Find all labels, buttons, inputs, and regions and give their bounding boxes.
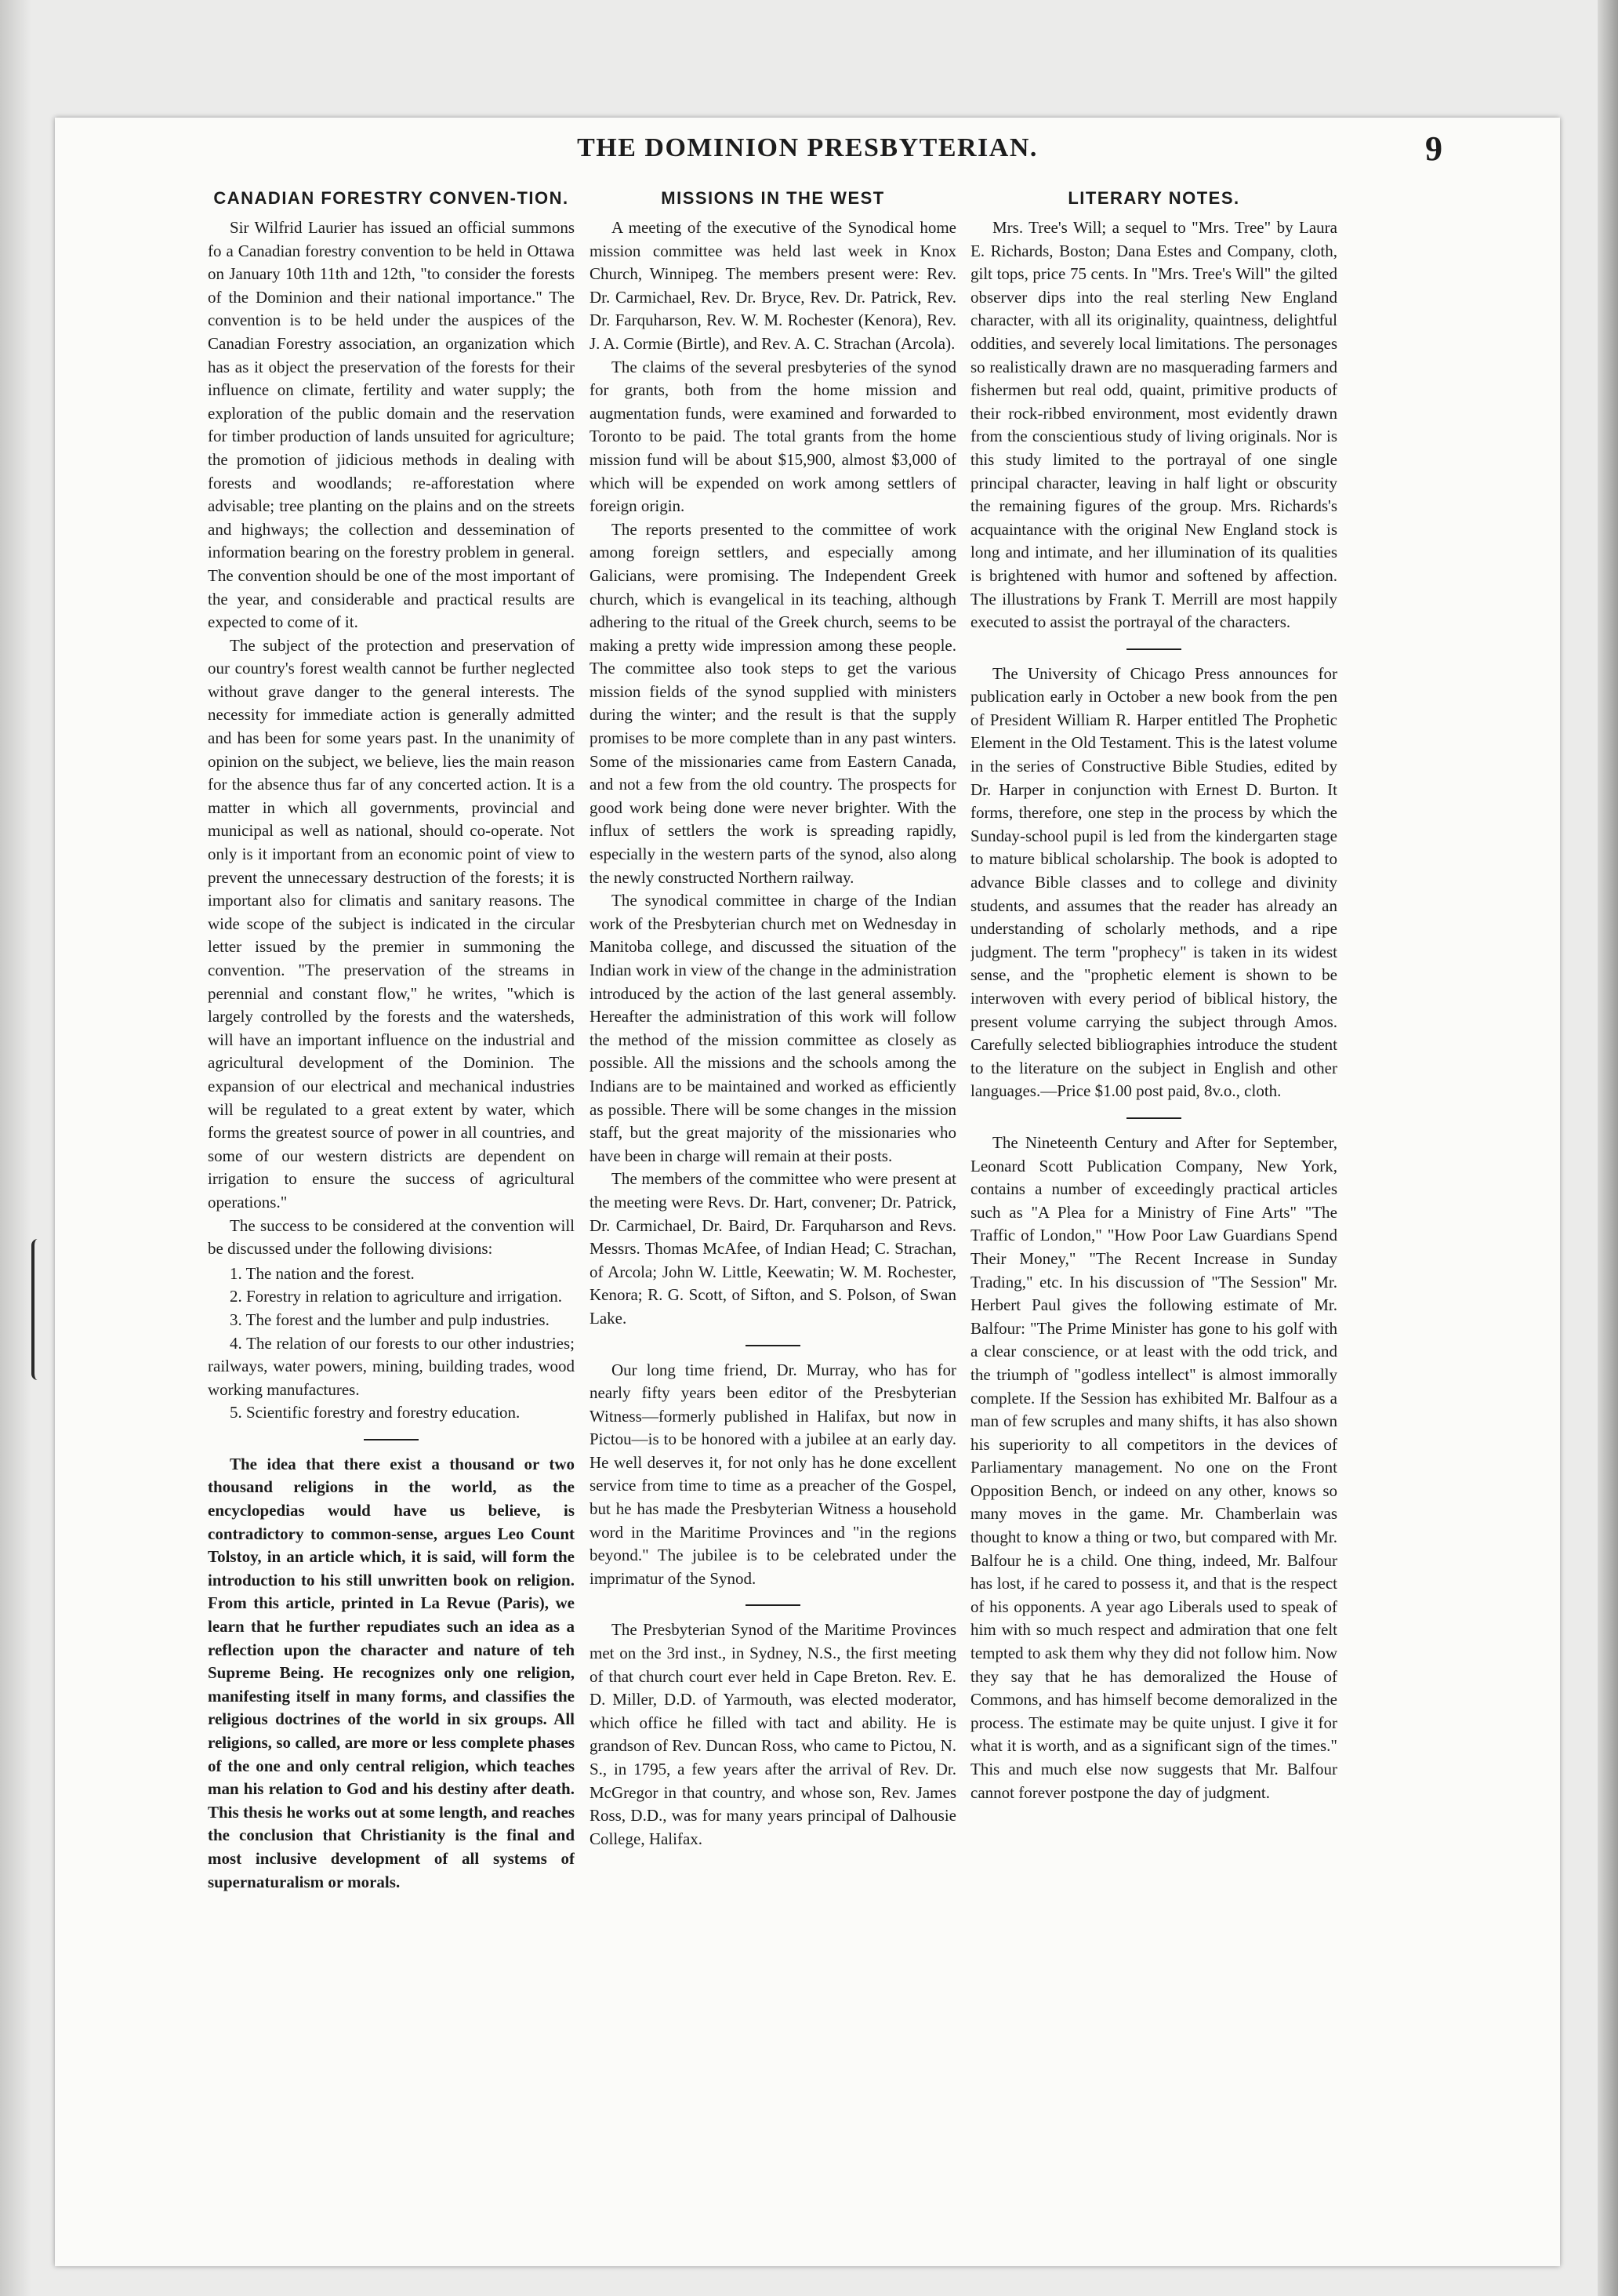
column-rule [364, 1439, 419, 1440]
missions-paragraph: The claims of the several presbyteries of the synod for grants, both from the home mission and augmentation funds, were examined and forwarded to Toronto to be paid. The total grants from the home mission fund will be about $15,900, almost $3,000 of which will be expended on work among settlers of foreign origin. [590, 357, 956, 516]
tolstoy-paragraph: The idea that there exist a thousand or two thousand religions in the world, as the encyclopedias would have us believe, is contradictory to common-sense, argues Leo Count Tolstoy, in an article which, it is said, will form the introduction to his still unwritten book on religion. From this article, printed in La Revue (Paris), we learn that he further repudiates such an idea as a reflection upon the character and nature of teh Supreme Being. He recognizes only one religion, manifesting itself in many forms, and classifies the religious doctrines of the world in six groups. All religions, so called, are more or less complete phases of the one and only central religion, which teaches man his relation to God and his destiny after death. This thesis he works out at some length, and reaches the conclusion that Christianity is the final and most inclusive development of all systems of supernaturalism or morals. [208, 1454, 575, 1891]
synod-paragraph: The Presbyterian Synod of the Maritime Provinces met on the 3rd inst., in Sydney, N.S., the first meeting of that church court ever held in Cape Breton. Rev. E. D. Miller, D.D. of Yarmouth, was elected moderator, which office he filled with tact and ability. He is grandson of Rev. Duncan Ross, who came to Pictou, N. S., in 1795, a few years after the arrival of Rev. Dr. McGregor in that country, and whose son, Rev. James Ross, D.D., was for many years principal of Dalhousie College, Halifax. [590, 1620, 956, 1848]
binding-mark [31, 1239, 45, 1380]
literary-paragraph: The University of Chicago Press announces for publication early in October a new book from the pen of President William R. Harper entitled The Prophetic Element in the Old Testament. This is the latest volume in the series of Constructive Bible Studies, edited by Dr. Harper in conjunction with Ernest D. Burton. It forms, therefore, one step in the process by which the Sunday-school pupil is led from the kindergarten stage to mature biblical scholarship. The book is adopted to advance Bible classes and to college and divinity students, and assumes that the reader has already an understanding of scholarly methods, and a ripe judgment. The term "prophecy" is taken in its widest sense, and the "prophetic element is shown to be interwoven with every period of biblical history, the present volume carrying the subject through Amos. Carefully selected bibliographies introduce the student to the literature on the subject in English and other languages.—Price $1.00 post paid, 8v.o., cloth. [970, 663, 1337, 1101]
heading-literary-notes: LITERARY NOTES. [1068, 188, 1240, 208]
forestry-paragraph: The success to be considered at the convention will be discussed under the following divisions: [208, 1215, 575, 1259]
divisions-list [208, 1262, 575, 1425]
column-rule [746, 1345, 800, 1346]
missions-paragraph: A meeting of the executive of the Synodical home mission committee was held last week in Knox Church, Winnipeg. The members present were: Rev. Dr. Carmichael, Rev. Dr. Bryce, Rev. Dr. Patrick, Rev. Dr. Farquharson, Rev. W. M. Rochester (Kenora), Rev. J. A. Cormie (Birtle), and Rev. A. C. Strachan (Arcola). [590, 218, 956, 353]
division-item: 2. Forestry in relation to agriculture and irrigation. [230, 1287, 562, 1306]
column-rule [746, 1604, 800, 1606]
forestry-paragraph: Sir Wilfrid Laurier has issued an official summons fo a Canadian forestry convention to be held in Ottawa on January 10th 11th and 12th, "to consider the forests of the Dominion and their national importance." The convention is to be held under the auspices of the Canadian Forestry association, an organization which has as it object the preservation of the forests for their influence on climate, fertility and water supply; the exploration of the public domain and the reservation for timber production of lands unsuited for agriculture; the promotion of jidicious methods in dealing with forests and woodlands; re-afforestation where advisable; tree planting on the plains and on the streets and highways; the collection and dessemination of information bearing on the forestry problem in general. The convention should be one of the most important of the year, and considerable and practical results are expected to come of it. [208, 218, 575, 632]
page-number: 9 [1425, 129, 1442, 168]
division-item: 3. The forest and the lumber and pulp industries. [230, 1310, 550, 1329]
literary-paragraph: Mrs. Tree's Will; a sequel to "Mrs. Tree" by Laura E. Richards, Boston; Dana Estes and Company, cloth, gilt tops, price 75 cents. In "Mrs. Tree's Will" the gilted observer dips into the real sterling New England character, with all its originality, quaintness, delightful oddities, and severely local limitations. The personages so realistically drawn are no masquerading farmers and fishermen but real odd, quaint, primitive products of their rock-ribbed environment, most evidently drawn from the conscientious study of living originals. Nor is this study limited to the portrayal of one single principal character, leaving in half light or obscurity the remaining figures of the group. Mrs. Richards's acquaintance with the original New England stock is long and intimate, and her illumination of its qualities is brightened with humor and softened by affection. The illustrations by Frank T. Merrill are most happily executed to assist the portrayal of the characters. [970, 218, 1337, 632]
division-item: 1. The nation and the forest. [230, 1263, 415, 1283]
column-rule [1126, 648, 1181, 650]
scan-edge-right [1598, 0, 1618, 2296]
page-header [55, 129, 1560, 180]
literary-paragraph: The Nineteenth Century and After for September, Leonard Scott Publication Company, New York, contains a number of exceedingly practical articles such as "A Plea for a Ministry of Fine Arts" "The Traffic of London," "How Poor Law Guardians Spend Their Money," "The Recent Increase in Sunday Trading," etc. In his discussion of "The Session" Mr. Herbert Paul gives the following estimate of Mr. Balfour: "The Prime Minister has gone to his golf with a clear conscience, or at least with the odd trick, and the triumph of "godless intellect" is almost immorally complete. If the Session has exhibited Mr. Balfour as a man of few scruples and many shifts, it has also shown his superiority to all competitors in the devices of Parliamentary management. No one on the Front Opposition Bench, or indeed on any other, knows so many moves in the game. Mr. Chamberlain was thought to know a thing or two, but compared with Mr. Balfour he is a child. One thing, indeed, Mr. Balfour has lost, if he cared to possess it, and that is the respect of his opponents. A year ago Liberals used to speak of him with so much respect and admiration that one felt tempted to ask them why they did not follow him. Now they say that he has demoralized the House of Commons, and has himself become demoralized in the process. The estimate may be quite unjust. I give it for what it is worth, and as a significant sign of the times." This and much else now suggests that Mr. Balfour cannot forever postpone the day of judgment. [970, 1132, 1337, 1802]
forestry-paragraph: The subject of the protection and preservation of our country's forest wealth cannot be further neglected without grave danger to the general interests. The necessity for immediate action is generally admitted and has been for some years past. In the unanimity of opinion on the subject, we believe, lies the main reason for the absence thus far of any concerted action. It is a matter in which all governments, provincial and municipal as well as national, should co-operate. Not only is it important from an economic point of view to prevent the unnecessary destruction of the forests; it is important also for climatis and sanitary reasons. The wide scope of the subject is indicated in the circular letter issued by the premier in summoning the convention. "The preservation of the streams in perennial and constant flow," he writes, "which is largely controlled by the forests and the watersheds, will have an important influence on the industrial and agricultural development of the Dominion. The expansion of our electrical and mechanical industries will be regulated to a great extent by water, which forms the greatest source of power in all countries, and some of our western districts are dependent on irrigation to ensure the success of agricultural operations." [208, 635, 575, 1212]
murray-paragraph: Our long time friend, Dr. Murray, who has for nearly fifty years been editor of the Presbyterian Witness—formerly published in Halifax, but now in Pictou—is to be honored with a jubilee at an early day. He well deserves it, for not only has he done excellent service from time to time as a preacher of the Gospel, but he has made the Presbyterian Witness a household word in the Maritime Provinces and "in the regions beyond." The jubilee is to be celebrated under the imprimatur of the Synod. [590, 1360, 956, 1588]
running-head: THE DOMINION PRESBYTERIAN. [577, 133, 1038, 162]
column-rule [1126, 1117, 1181, 1119]
division-item: 4. The relation of our forests to our other industries; railways, water powers, mining, building trades, wood working manufactures. [208, 1333, 575, 1399]
heading-missions: MISSIONS IN THE WEST [661, 188, 885, 208]
newspaper-page [55, 118, 1560, 2266]
scan-edge-left [0, 0, 31, 2296]
missions-paragraph: The members of the committee who were present at the meeting were Revs. Dr. Hart, convener; Dr. Patrick, Dr. Carmichael, Dr. Baird, Dr. Farquharson and Revs. Messrs. Thomas McAfee, of Indian Head; C. Strachan, of Arcola; John W. Little, Keewatin; W. M. Rochester, Kenora; R. G. Scott, of Sifton, and S. Polson, of Swan Lake. [590, 1169, 956, 1328]
division-item: 5. Scientific forestry and forestry education. [230, 1403, 521, 1422]
missions-paragraph: The synodical committee in charge of the Indian work of the Presbyterian church met on Wednesday in Manitoba college, and discussed the situation of the Indian work in view of the change in the administration introduced by the action of the last general assembly. Hereafter the administration of this work will follow the method of the mission committee as closely as possible. All the missions and the schools among the Indians are to be maintained and worked as efficiently as possible. There will be some changes in the mission staff, but the great majority of the missionaries who have been in charge will remain at their posts. [590, 891, 956, 1165]
heading-forestry: CANADIAN FORESTRY CONVEN-TION. [213, 188, 569, 208]
column-forestry [208, 187, 575, 2225]
column-literary-notes [970, 187, 1337, 2225]
column-missions [590, 187, 956, 2225]
missions-paragraph: The reports presented to the committee of work among foreign settlers, and especially among Galicians, were promising. The Independent Greek church, which is evangelical in its teaching, although adhering to the ritual of the Greek church, seems to be making a pretty wide impression among these people. The committee also took steps to get the various mission fields of the synod supplied with ministers during the winter; and the result is that the supply promises to be more complete than in any past winters. Some of the missionaries came from Eastern Canada, and not a few from the old country. The prospects for good work being done were never brighter. With the influx of settlers the work is spreading rapidly, especially in the western parts of the synod, also along the newly constructed Northern railway. [590, 519, 956, 887]
